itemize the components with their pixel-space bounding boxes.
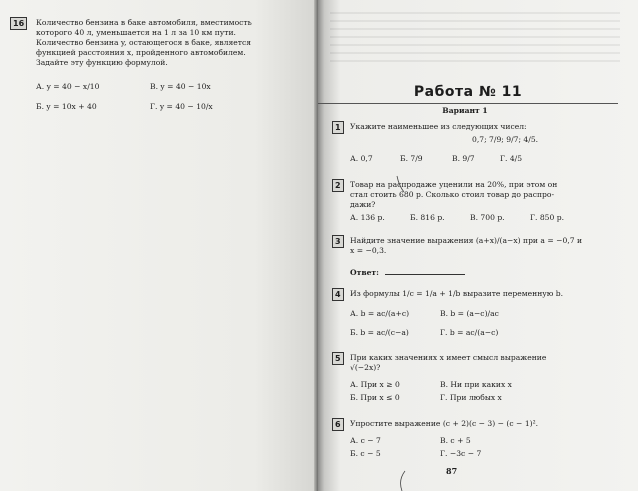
q4-option-a[interactable]: А. b = ac/(a+c)	[350, 309, 410, 318]
q2-option-v[interactable]: В. 700 р.	[470, 213, 505, 222]
question-number-4: 4	[332, 288, 344, 301]
q4-option-v[interactable]: В. b = (a−c)/ac	[440, 309, 499, 318]
q16-line-3: Количество бензина y, остающегося в баке, является	[36, 38, 252, 47]
q5-option-v[interactable]: В. Ни при каких x	[440, 380, 512, 389]
q5-option-g[interactable]: Г. При любых x	[440, 393, 502, 402]
question-number-1: 1	[332, 121, 344, 134]
q6-line-1: Упростите выражение (c + 2)(c − 3) − (c − 1)².	[350, 419, 539, 428]
question-number-6: 6	[332, 418, 344, 431]
q6-option-v[interactable]: В. c + 5	[440, 436, 471, 445]
work-title: Работа № 11	[413, 84, 523, 100]
q5-option-b[interactable]: Б. При x ≤ 0	[350, 393, 400, 402]
pencil-mark-1	[397, 176, 404, 192]
q1-option-a[interactable]: А. 0,7	[350, 154, 373, 163]
q2-option-b[interactable]: Б. 816 р.	[410, 213, 445, 222]
q16-option-a[interactable]: А. y = 40 − x/10	[36, 82, 100, 91]
q1-option-b[interactable]: Б. 7/9	[400, 154, 423, 163]
q5-line-1: При каких значениях x имеет смысл выражение	[350, 353, 547, 362]
q1-option-v[interactable]: В. 9/7	[452, 154, 475, 163]
q6-option-b[interactable]: Б. c − 5	[350, 449, 381, 458]
q1-option-g[interactable]: Г. 4/5	[500, 154, 523, 163]
variant-label: Вариант 1	[442, 106, 488, 115]
q16-line-4: функцией расстояния x, пройденного автомобилем.	[36, 48, 246, 57]
question-number-16: 16	[10, 17, 27, 30]
q2-line-3: дажи?	[350, 200, 376, 209]
q2-line-2: стал стоить 680 р. Сколько стоил товар до распро-	[350, 190, 555, 199]
q16-option-v[interactable]: В. y = 40 − 10x	[150, 82, 211, 91]
q1-line-1: Укажите наименьшее из следующих чисел:	[350, 122, 527, 131]
q3-line-2: x = −0,3.	[350, 246, 387, 255]
q2-line-1: Товар на распродаже уценили на 20%, при этом он	[350, 180, 558, 189]
answer-label: Ответ:	[350, 268, 379, 277]
question-number-3: 3	[332, 235, 344, 248]
q16-option-g[interactable]: Г. y = 40 − 10/x	[150, 102, 213, 111]
q4-line-1: Из формулы 1/c = 1/a + 1/b выразите переменную b.	[350, 289, 564, 298]
q16-option-b[interactable]: Б. y = 10x + 40	[36, 102, 97, 111]
pencil-mark-2	[401, 471, 405, 491]
q6-option-a[interactable]: А. c − 7	[350, 436, 381, 445]
question-number-2: 2	[332, 179, 344, 192]
q5-option-a[interactable]: А. При x ≥ 0	[350, 380, 400, 389]
q6-option-g[interactable]: Г. −3c − 7	[440, 449, 482, 458]
q4-option-b[interactable]: Б. b = ac/(c−a)	[350, 328, 409, 337]
q2-option-a[interactable]: А. 136 р.	[350, 213, 385, 222]
question-number-5: 5	[332, 352, 344, 365]
q2-option-g[interactable]: Г. 850 р.	[530, 213, 565, 222]
q4-option-g[interactable]: Г. b = ac/(a−c)	[440, 328, 499, 337]
q16-line-2: которого 40 л, уменьшается на 1 л за 10 км пути.	[36, 28, 236, 37]
q1-number-list: 0,7; 7/9; 9/7; 4/5.	[472, 135, 539, 144]
q3-line-1: Найдите значение выражения (a+x)/(a−x) при a = −0,7 и	[350, 236, 583, 245]
q5-line-2: √(−2x)?	[350, 363, 381, 372]
q16-line-1: Количество бензина в баке автомобиля, вместимость	[36, 18, 252, 27]
q16-line-5: Задайте эту функцию формулой.	[36, 58, 168, 67]
page-number: 87	[446, 466, 458, 476]
